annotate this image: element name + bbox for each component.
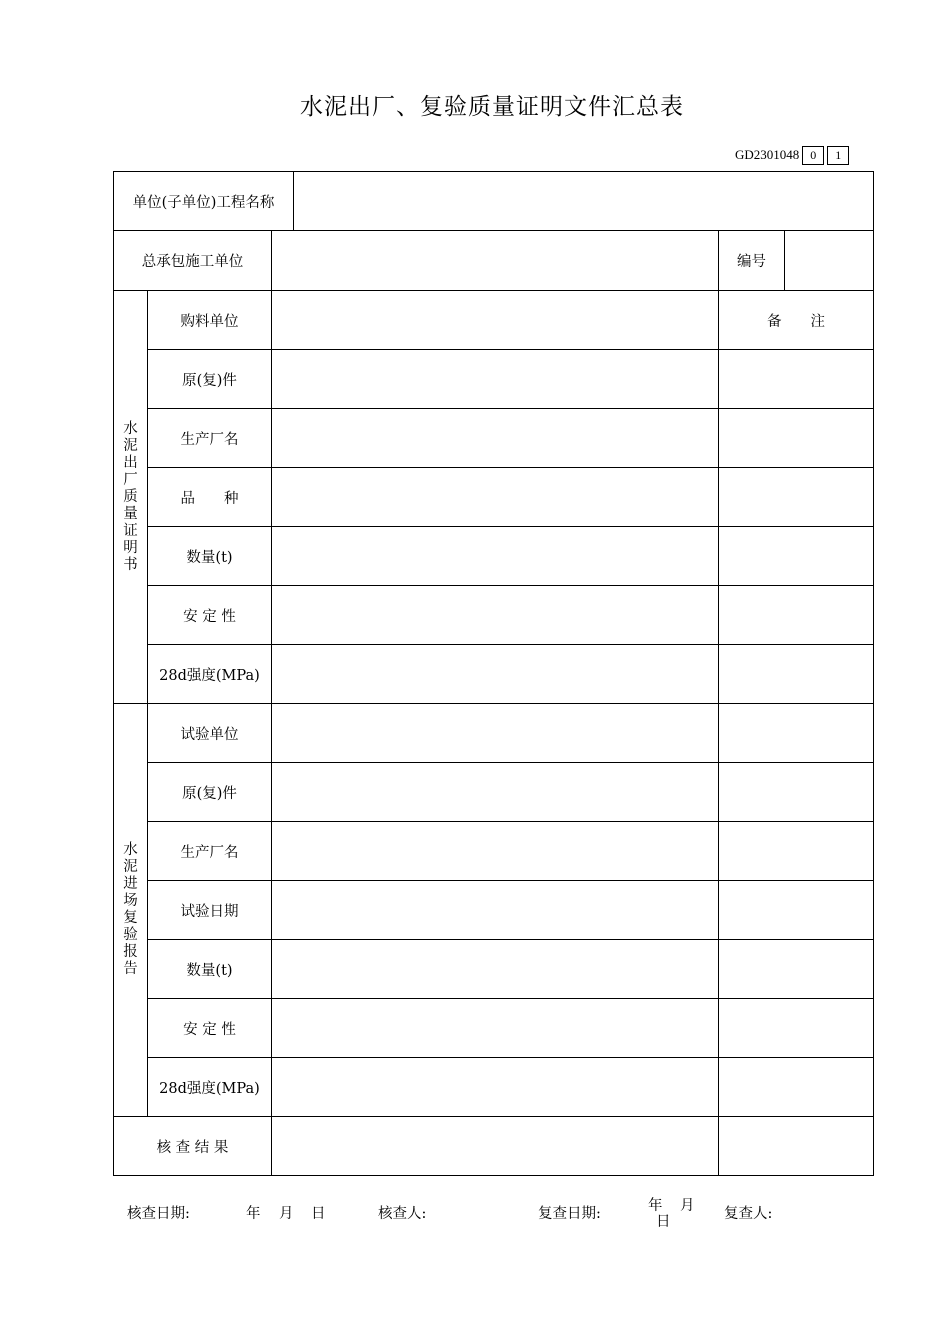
check-date-label: 核查日期: bbox=[127, 1206, 190, 1222]
section1-item-field[interactable] bbox=[272, 468, 719, 527]
section1-item-label: 28d强度(MPa) bbox=[148, 645, 272, 704]
remarks-field[interactable] bbox=[719, 763, 874, 822]
code-box-2[interactable]: 1 bbox=[827, 146, 849, 165]
page-title: 水泥出厂、复验质量证明文件汇总表 bbox=[300, 94, 684, 120]
remarks-field[interactable] bbox=[719, 1058, 874, 1117]
section2-item-label: 生产厂名 bbox=[148, 822, 272, 881]
remarks-header: 备 注 bbox=[719, 291, 874, 350]
check-result-label: 核 查 结 果 bbox=[114, 1117, 272, 1176]
remarks-field[interactable] bbox=[719, 822, 874, 881]
section2-item-field[interactable] bbox=[272, 704, 719, 763]
project-name-label: 单位(子单位)工程名称 bbox=[114, 172, 294, 231]
check-month: 月 bbox=[279, 1206, 294, 1222]
contractor-field[interactable] bbox=[272, 231, 719, 291]
footer bbox=[0, 1198, 950, 1238]
remarks-field[interactable] bbox=[719, 527, 874, 586]
section1-item-field[interactable] bbox=[272, 527, 719, 586]
remarks-field[interactable] bbox=[719, 645, 874, 704]
form-code-text: GD2301048 bbox=[735, 147, 800, 162]
section2-label: 水泥进场复验报告 bbox=[123, 842, 138, 977]
contractor-label: 总承包施工单位 bbox=[114, 231, 272, 291]
section1-item-label: 购料单位 bbox=[148, 291, 272, 350]
recheck-year: 年 bbox=[648, 1198, 663, 1214]
section1-item-field[interactable] bbox=[272, 586, 719, 645]
section1-item-label: 生产厂名 bbox=[148, 409, 272, 468]
recheck-day: 日 bbox=[656, 1214, 671, 1230]
check-day: 日 bbox=[311, 1206, 326, 1222]
section2-item-field[interactable] bbox=[272, 940, 719, 999]
remarks-field[interactable] bbox=[719, 468, 874, 527]
remarks-field[interactable] bbox=[719, 350, 874, 409]
remarks-field[interactable] bbox=[719, 586, 874, 645]
section2-item-field[interactable] bbox=[272, 999, 719, 1058]
section1-item-field[interactable] bbox=[272, 291, 719, 350]
recheck-month: 月 bbox=[680, 1198, 695, 1214]
section1-label: 水泥出厂质量证明书 bbox=[123, 420, 138, 573]
code-box-1[interactable]: 0 bbox=[802, 146, 824, 165]
section2-item-field[interactable] bbox=[272, 881, 719, 940]
remarks-field[interactable] bbox=[719, 881, 874, 940]
section1-item-field[interactable] bbox=[272, 409, 719, 468]
rechecker-label: 复查人: bbox=[724, 1206, 773, 1222]
section2-item-field[interactable] bbox=[272, 822, 719, 881]
number-field[interactable] bbox=[785, 231, 874, 291]
section2-item-field[interactable] bbox=[272, 763, 719, 822]
section2-item-label: 原(复)件 bbox=[148, 763, 272, 822]
form-code bbox=[735, 146, 849, 164]
section2-item-label: 试验日期 bbox=[148, 881, 272, 940]
section2-label-cell bbox=[114, 704, 148, 1117]
section1-label-cell bbox=[114, 291, 148, 704]
project-name-field[interactable] bbox=[294, 172, 874, 231]
section1-item-label: 数量(t) bbox=[148, 527, 272, 586]
section1-item-label: 原(复)件 bbox=[148, 350, 272, 409]
section2-item-label: 数量(t) bbox=[148, 940, 272, 999]
section2-item-label: 安 定 性 bbox=[148, 999, 272, 1058]
section1-item-field[interactable] bbox=[272, 645, 719, 704]
section1-item-field[interactable] bbox=[272, 350, 719, 409]
recheck-date-label: 复查日期: bbox=[538, 1206, 601, 1222]
section1-item-label: 安 定 性 bbox=[148, 586, 272, 645]
summary-table bbox=[113, 171, 874, 1176]
section2-item-label: 试验单位 bbox=[148, 704, 272, 763]
remarks-field[interactable] bbox=[719, 940, 874, 999]
check-result-remarks[interactable] bbox=[719, 1117, 874, 1176]
remarks-field[interactable] bbox=[719, 704, 874, 763]
section2-item-field[interactable] bbox=[272, 1058, 719, 1117]
remarks-field[interactable] bbox=[719, 409, 874, 468]
section1-item-label: 品 种 bbox=[148, 468, 272, 527]
checker-label: 核查人: bbox=[378, 1206, 427, 1222]
remarks-field[interactable] bbox=[719, 999, 874, 1058]
check-year: 年 bbox=[246, 1206, 261, 1222]
number-label: 编号 bbox=[719, 231, 785, 291]
check-result-field[interactable] bbox=[272, 1117, 719, 1176]
section2-item-label: 28d强度(MPa) bbox=[148, 1058, 272, 1117]
